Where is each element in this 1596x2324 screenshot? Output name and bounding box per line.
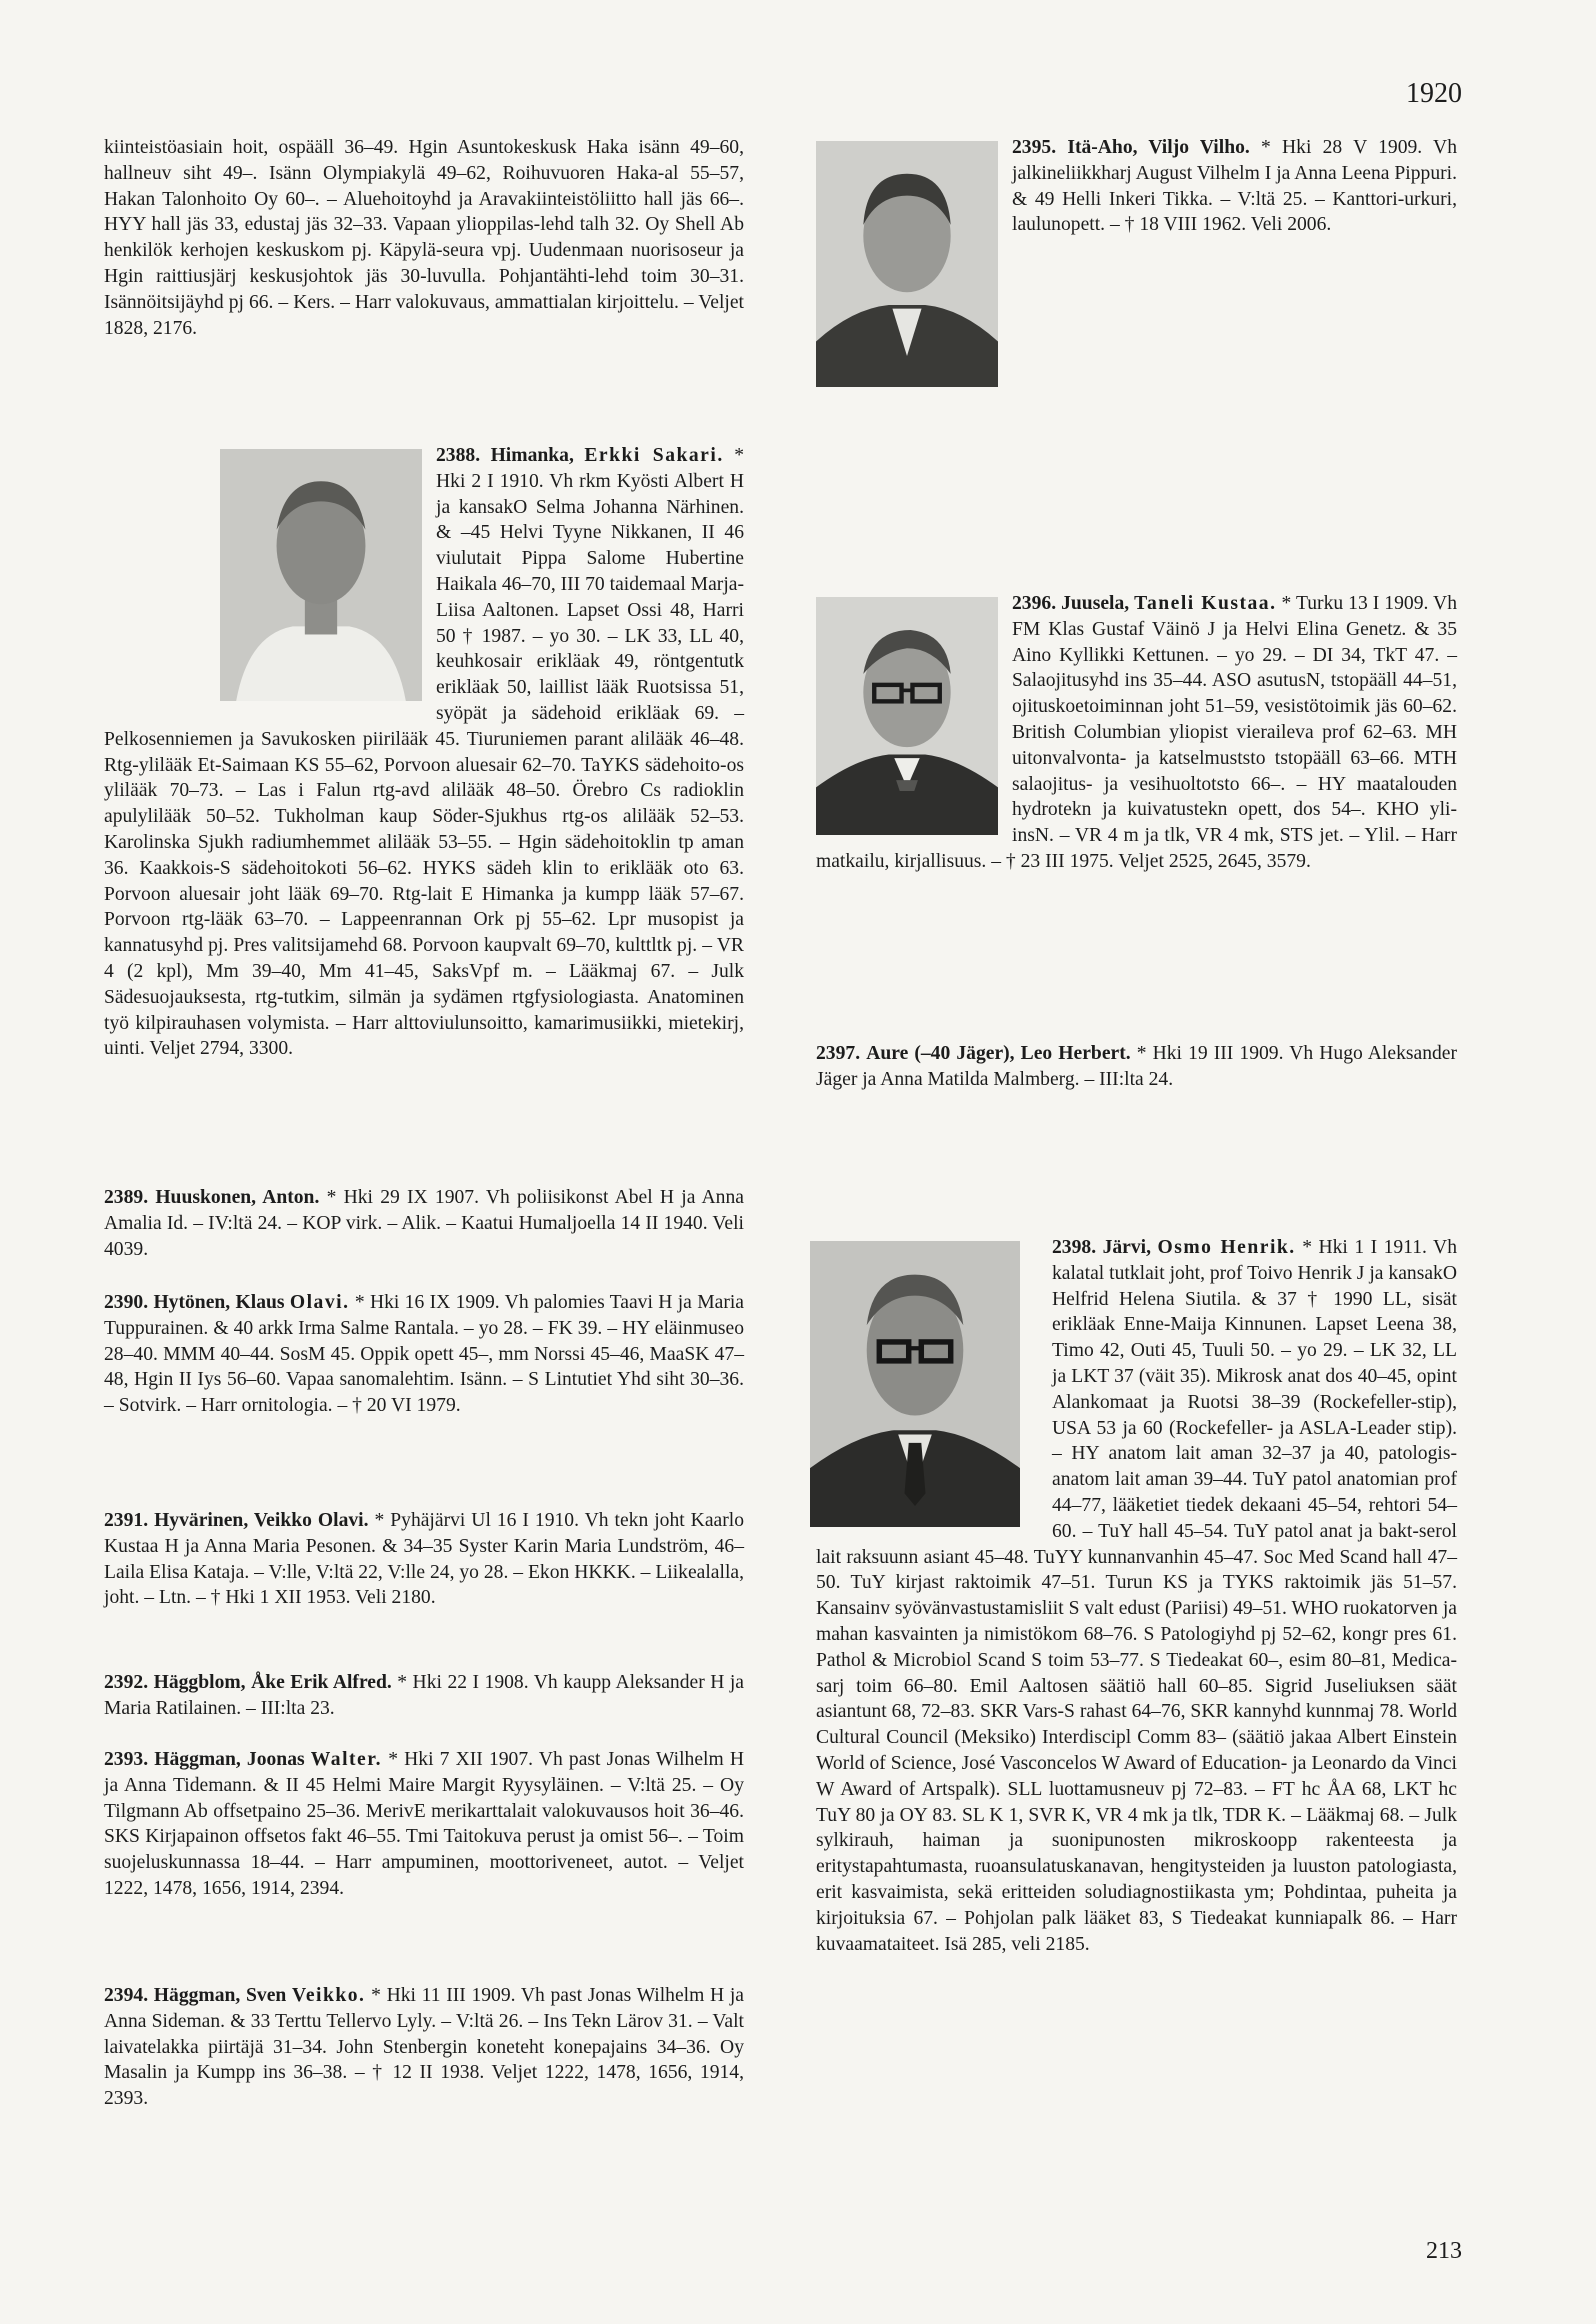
entry-2396: 2396. Juusela, Taneli Kustaa. * Turku 13 I 1909. Vh FM Klas Gustaf Väinö J ja Helvi Elina Genetz. & 35 Aino Kyllikki Kettunen. – yo 29. – DI 34, TkT 47. – Salaojitusyhd ins 35–44. ASO asutusN, tstopääll 44–51, ojituskoetoiminnan joht 51–59, vesistötoimik jäs 60–62. British Columbian yliopist vieraileva prof 62–63. MH uitonvalvonta- ja katselmuststo tstopääll 63–66. MTH salaojitus- ja vesihuoltotsto 66–. – HY maatalouden hydrotekn ja kuivatustekn opett, dos 54–. KHO yli-insN. – VR 4 m ja tlk, VR 4 mk, STS jet. – Ylil. – Harr matkailu, kirjallisuus. – † 23 III 1975. Veljet 2525, 2645, 3579. xyxy=(816,593,1457,872)
entry-2391: 2391. Hyvärinen, Veikko Olavi. * Pyhäjärvi Ul 16 I 1910. Vh tekn joht Kaarlo Kustaa H ja Anna Maria Pesonen. & 34–35 Syster Karin Maria Lundström, 46– Laila Elisa Kataja. – V:lle, V:ltä 22, V:lle 24, yo 28. – Ekon HKKK. – Liikealalla, joht. – Ltn. – † Hki 1 XII 1953. Veli 2180. xyxy=(104,1510,744,1609)
page-year: 1920 xyxy=(1406,78,1462,109)
entry-2394: 2394. Häggman, Sven Veikko. * Hki 11 III 1909. Vh past Jonas Wilhelm H ja Anna Sideman. & 33 Terttu Tellervo Lyly. – V:ltä 26. – Ins Tekn Lärov 31. – Valt laivatelakka piirtäjä 31–34. John Stenbergin koneteht konepajains 34–36. Oy Masalin ja Kumpp ins 36–38. – † 12 II 1938. Veljet 1222, 1478, 1656, 1914, 2393. xyxy=(104,1985,744,2110)
portrait-photo-2395 xyxy=(816,141,998,387)
entry-2395: 2395. Itä-Aho, Viljo Vilho. * Hki 28 V 1909. Vh jalkineliikkharj August Vilhelm I ja Anna Leena Pippuri. & 49 Helli Inkeri Tikka. – V:ltä 25. – Kanttori-urkuri, laulunopett. – † 18 VIII 1962. Veli 2006. xyxy=(816,135,1457,389)
portrait-photo-2396 xyxy=(816,597,998,835)
portrait-photo-2388 xyxy=(220,449,422,701)
entry-2393: 2393. Häggman, Joonas Walter. * Hki 7 XII 1907. Vh past Jonas Wilhelm H ja Anna Tidemann. & II 45 Helmi Maire Margit Ryysyläinen. – V:ltä 25. – Oy Tilgmann Ab offsetpaino 25–36. MerivE merikarttalait valokuvausos hoit 36–46. SKS Kirjapainon offsetos fakt 46–55. Tmi Taitokuva perust ja omist 56–. – Toim suojeluskunnassa 18–44. – Harr ampuminen, moottoriveneet, autot. – Veljet 1222, 1478, 1656, 1914, 2394. xyxy=(104,1749,744,1899)
entry-2398: 2398. Järvi, Osmo Henrik. * Hki 1 I 1911. Vh kalatal tutklait joht, prof Toivo Henrik J ja kansakO Helfrid Helena Siutila. & 37 † 1990 LL, sisät erikläak Enne-Maija Kinnunen. Lapset Leena 38, Timo 42, Outi 45, Tuuli 50. – yo 29. – LK 32, LL ja LKT 37 (väit 35). Mikrosk anat dos 40–45, opint Alankomaat ja Ruotsi 38–39 (Rockefeller-stip), USA 53 ja 60 (Rockefeller- ja ASLA-Leader stip). – HY anatom lait aman 32–37 ja 40, patologis-anatom lait aman 39–44. TuY patol anatomian prof 44–77, lääketiet tiedek dekaani 45–54, rehtori 54–60. – TuY hall 45–54. TuY patol anat ja bakt-serol lait raksuunn asiant 45–48. TuYY kunnanvanhin 45–47. Soc Med Scand hall 47–50. TuY kirjast raktoimik 47–51. Turun KS ja TYKS raktoimik jäs 51–57. Kansainv syövänvastustamisliit S valt edust (Pariisi) 49–51. WHO ruokatorven ja mahan kasvainten ja nimistökom 68–76. S Patologiyhd pj 52–62, kongr pres 61. Pathol & Microbiol Scand S toim 53–77. S Tiedeakat 60–, esim 80–81, Medica-sarj toim 66–80. Emil Aaltosen säätiö hall 60–85. Sigrid Juseliuksen säät asiantunt 68, 72–83. SKR Vars-S rahast 64–76, SKR kannyhd kunnmaj 78. World Cultural Council (Meksiko) Interdiscipl Comm 83– (säätiö jakaa Albert Einstein World of Science, José Vasconcelos W Award of Education- ja Leonardo da Vinci W Award of Artspalk). SLL luottamusneuv pj 72–83. – FT hc ÅA 68, LKT hc TuY 80 ja OY 83. SL K 1, SVR K, VR 4 mk ja tlk, TDR K. – Lääkmaj 68. – Julk sylkirauh, haiman ja suonipunosten mikroskoopp rakenteesta ja eritystapahtumasta, ruoansulatuskanavan, hengitysteiden ja luuston patologiasta, erit kasvaimista, sekä eritteiden soludiagnostiikasta ym; Pohdintaa, puheita ja kirjoituksia 67. – Pohjolan palk lääket 83, S Tiedeakat kunniapalk 86. – Harr kuvaamataiteet. Isä 285, veli 2185. xyxy=(816,1235,1457,1957)
portrait-photo-2398 xyxy=(810,1241,1020,1527)
entry-continuation: kiinteistöasiain hoit, ospääll 36–49. Hgin Asuntokeskusk Haka isänn 49–60, hallneuv siht 49–. Isänn Olympiakylä 49–62, Roihuvuoren Haka-al 55–57, Hakan Talonhoito Oy 60–. – Aluehoitoyhd ja Aravakiinteistöliitto hall jäs 66–. HYY hall jäs 33, edustaj jäs 32–33. Vapaan ylioppilas-lehd talh 32. Oy Shell Ab henkilök kerhojen keskuskom pj. Käpylä-seura vpj. Uudenmaan nuorisoseur ja Hgin raittiusjärj keskusjohtok jäs 30-luvulla. Pohjantähti-lehd toim 30–31. Isännöitsijäyhd pj 66. – Kers. – Harr valokuvaus, ammattialan kirjoittelu. – Veljet 1828, 2176. xyxy=(104,137,744,339)
entry-2397: 2397. Aure (–40 Jäger), Leo Herbert. * Hki 19 III 1909. Vh Hugo Aleksander Jäger ja Anna Matilda Malmberg. – III:lta 24. xyxy=(816,1043,1458,1090)
entry-2388: 2388. Himanka, Erkki Sakari. * Hki 2 I 1910. Vh rkm Kyösti Albert H ja kansakO Selma Johanna Närhinen. & –45 Helvi Tyyne Nikkanen, II 46 viulutait Pippa Salome Hubertine Haikala 46–70, III 70 taidemaal Marja-Liisa Aaltonen. Lapset Ossi 48, Harri 50 † 1987. – yo 30. – LK 33, LL 40, keuhkosair erikläak 49, röntgentutk erikläak 50, laillist lääk Ruotsissa 51, syöpät ja sädehoid erikläak 69. – Pelkosenniemen ja Savukosken piirilääk 45. Tiuruniemen parant alilääk 46–48. Rtg-ylilääk Et-Saimaan KS 55–62, Porvoon aluesair 62–70. TaYKS sädehoito-os ylilääk 70–73. – Las i Falun rtg-avd alilääk 48–50. Örebro Cs radioklin apulylilääk 50–52. Tukholman kaup Söder-Sjukhus rtg-os alilääk 52–53. Karolinska Sjukh radiumhemmet alilääk 53–55. – Hgin sädehoitoklin tp aman 36. Kaakkois-S sädehoitokoti 56–62. HYKS sädeh klin to eriklääk oto 63. Porvoon aluesair joht lääk 69–70. Rtg-lait E Himanka ja kumpp lääk 57–67. Porvoon rtg-lääk 63–70. – Lappeenrannan Ork pj 55–62. Lpr musopist ja kannatusyhd pj. Pres valitsijamehd 68. Porvoon kaupvalt 69–70, kulttltk pj. – VR 4 (2 kpl), Mm 39–40, Mm 41–45, SaksVpf m. – Lääkmaj 67. – Julk Sädesuojauksesta, rtg-tutkim, silmän ja sydämen rtgfysiologiasta. Anatominen työ kilpirauhasen volymista. – Harr alttoviulunsoitto, kamarimusiikki, mietekirj, uinti. Veljet 2794, 3300. xyxy=(104,445,744,1060)
entry-2389: 2389. Huuskonen, Anton. * Hki 29 IX 1907. Vh poliisikonst Abel H ja Anna Amalia Id. – IV:ltä 24. – KOP virk. – Alik. – Kaatui Humaljoella 14 II 1940. Veli 4039. xyxy=(104,1187,744,1260)
page-number: 213 xyxy=(1426,2238,1462,2264)
entry-2390: 2390. Hytönen, Klaus Olavi. * Hki 16 IX 1909. Vh palomies Taavi H ja Maria Tuppurainen. & 40 arkk Irma Salme Rantala. – yo 28. – FK 39. – HY eläinmuseo 28–40. MMM 40–44. SosM 45. Oppik opett 45–, mm Norssi 45–46, MaaSK 47–48, Hgin II Iys 56–60. Vapaa sanomalehtim. Isänn. – S Lintutiet Yhd siht 30–36. – Sotvirk. – Harr ornitologia. – † 20 VI 1979. xyxy=(104,1292,744,1417)
entry-2392: 2392. Häggblom, Åke Erik Alfred. * Hki 22 I 1908. Vh kaupp Aleksander H ja Maria Ratilainen. – III:lta 23. xyxy=(104,1672,744,1719)
